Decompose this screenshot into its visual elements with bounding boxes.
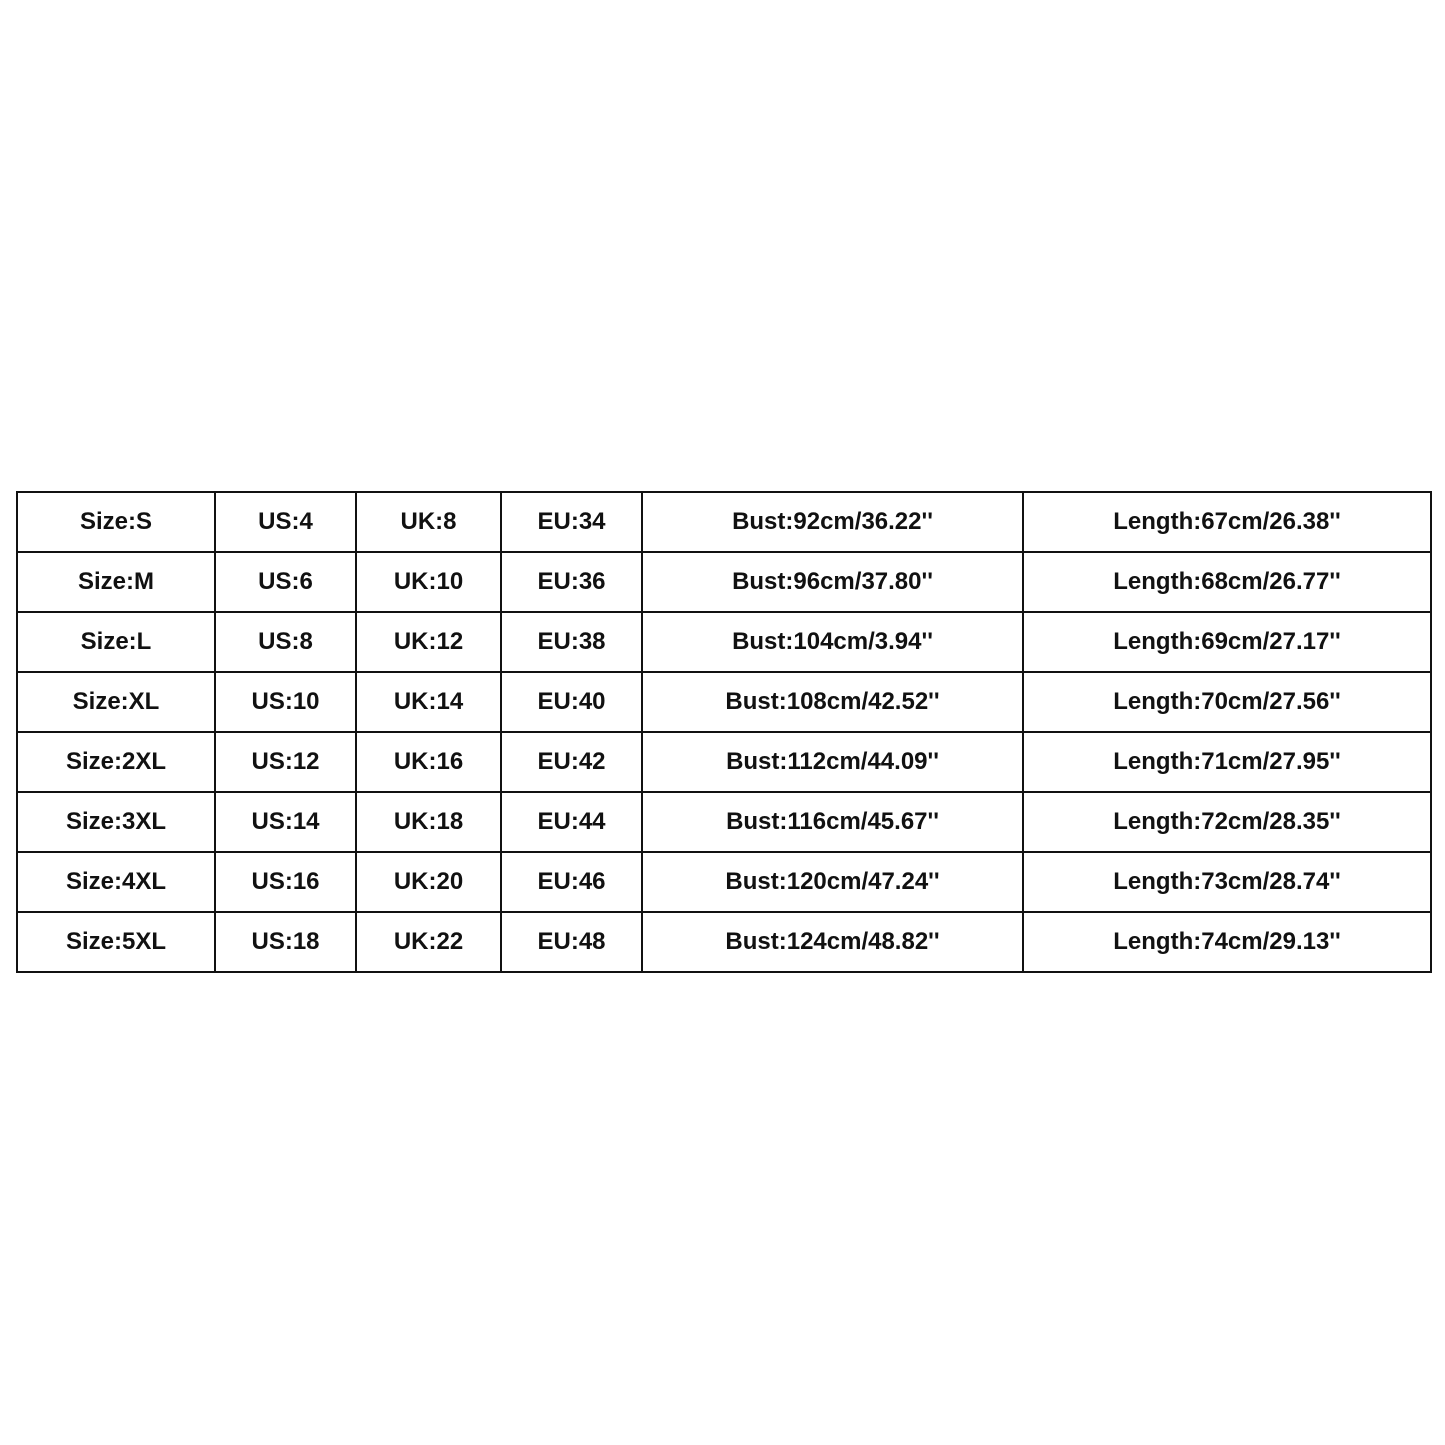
- size-cell: Size:3XL: [17, 792, 215, 852]
- us-size-cell: US:10: [215, 672, 356, 732]
- size-cell: Size:S: [17, 492, 215, 552]
- length-cell: Length:68cm/26.77'': [1023, 552, 1431, 612]
- bust-cell: Bust:116cm/45.67'': [642, 792, 1023, 852]
- eu-size-cell: EU:38: [501, 612, 642, 672]
- size-cell: Size:5XL: [17, 912, 215, 972]
- table-row: [17, 852, 1431, 912]
- size-cell: Size:4XL: [17, 852, 215, 912]
- uk-size-cell: UK:20: [356, 852, 501, 912]
- length-cell: Length:70cm/27.56'': [1023, 672, 1431, 732]
- size-cell: Size:XL: [17, 672, 215, 732]
- length-cell: Length:67cm/26.38'': [1023, 492, 1431, 552]
- eu-size-cell: EU:48: [501, 912, 642, 972]
- bust-cell: Bust:120cm/47.24'': [642, 852, 1023, 912]
- eu-size-cell: EU:46: [501, 852, 642, 912]
- us-size-cell: US:14: [215, 792, 356, 852]
- size-cell: Size:M: [17, 552, 215, 612]
- us-size-cell: US:18: [215, 912, 356, 972]
- size-chart-table: [16, 491, 1432, 973]
- length-cell: Length:69cm/27.17'': [1023, 612, 1431, 672]
- uk-size-cell: UK:14: [356, 672, 501, 732]
- table-row: [17, 492, 1431, 552]
- bust-cell: Bust:124cm/48.82'': [642, 912, 1023, 972]
- length-cell: Length:72cm/28.35'': [1023, 792, 1431, 852]
- bust-cell: Bust:104cm/3.94'': [642, 612, 1023, 672]
- length-cell: Length:73cm/28.74'': [1023, 852, 1431, 912]
- eu-size-cell: EU:42: [501, 732, 642, 792]
- us-size-cell: US:4: [215, 492, 356, 552]
- uk-size-cell: UK:10: [356, 552, 501, 612]
- us-size-cell: US:12: [215, 732, 356, 792]
- table-row: [17, 792, 1431, 852]
- us-size-cell: US:8: [215, 612, 356, 672]
- table-row: [17, 732, 1431, 792]
- table-row: [17, 672, 1431, 732]
- table-row: [17, 912, 1431, 972]
- us-size-cell: US:16: [215, 852, 356, 912]
- eu-size-cell: EU:34: [501, 492, 642, 552]
- bust-cell: Bust:112cm/44.09'': [642, 732, 1023, 792]
- size-cell: Size:2XL: [17, 732, 215, 792]
- size-cell: Size:L: [17, 612, 215, 672]
- us-size-cell: US:6: [215, 552, 356, 612]
- uk-size-cell: UK:18: [356, 792, 501, 852]
- uk-size-cell: UK:12: [356, 612, 501, 672]
- uk-size-cell: UK:16: [356, 732, 501, 792]
- uk-size-cell: UK:22: [356, 912, 501, 972]
- length-cell: Length:71cm/27.95'': [1023, 732, 1431, 792]
- eu-size-cell: EU:36: [501, 552, 642, 612]
- bust-cell: Bust:92cm/36.22'': [642, 492, 1023, 552]
- eu-size-cell: EU:44: [501, 792, 642, 852]
- bust-cell: Bust:96cm/37.80'': [642, 552, 1023, 612]
- size-chart: [16, 491, 1430, 959]
- table-row: [17, 552, 1431, 612]
- uk-size-cell: UK:8: [356, 492, 501, 552]
- bust-cell: Bust:108cm/42.52'': [642, 672, 1023, 732]
- table-row: [17, 612, 1431, 672]
- eu-size-cell: EU:40: [501, 672, 642, 732]
- length-cell: Length:74cm/29.13'': [1023, 912, 1431, 972]
